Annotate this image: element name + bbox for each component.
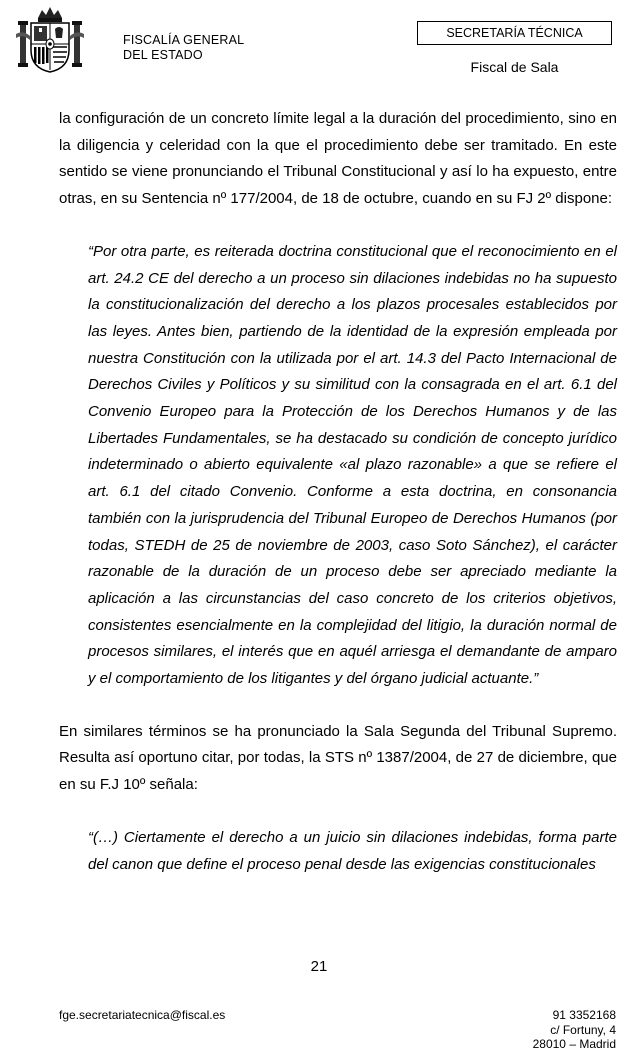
org-line-1: FISCALÍA GENERAL <box>123 33 245 47</box>
footer-address: c/ Fortuny, 4 <box>550 1022 616 1037</box>
department-box: SECRETARÍA TÉCNICA <box>417 21 612 45</box>
coat-of-arms-icon <box>14 4 86 76</box>
document-body <box>59 106 617 878</box>
quote-supreme-court: “(…) Ciertamente el derecho a un juicio sin dilaciones indebidas, forma parte del canon que define el proceso penal desde las exigencias constitucionales <box>88 828 617 873</box>
footer-city: 28010 – Madrid <box>532 1037 616 1051</box>
footer-phone: 91 3352168 <box>552 1008 616 1022</box>
quote-constitutional-court: “Por otra parte, es reiterada doctrina constitucional que el reconocimiento en el art. 24.2 CE del derecho a un proceso sin dilaciones indebidas no ha supuesto la constitucionalización del derecho a los plazos procesales establecidos por las leyes. Antes bien, partiendo de la identidad de la expresión empleada por nuestra Constitución con la utilizada por el art. 14.3 del Pacto Internacional de Derechos Civiles y Políticos y su similitud con la consagrada en el art. 6.1 del Convenio Europeo para la Protección de los Derechos Humanos y de las Libertades Fundamentales, se ha destacado su condición de concepto jurídico indeterminado o abierto equivalente «al plazo razonable» a que se refiere el art. 6.1 del citado Convenio. Conforme a esta doctrina, en consonancia también con la jurisprudencia del Tribunal Europeo de Derechos Humanos (por todas, STEDH de 25 de noviembre de 2003, caso Soto Sánchez), el carácter razonable de la duración de un proceso debe ser apreciado mediante la aplicación a las circunstancias del caso concreto de los criterios objetivos, consistentes esencialmente en la complejidad del litigio, la duración normal de procesos similares, el interés que en aquél arriesga el demandante de amparo y el comportamiento de los litigantes y del órgano judicial actuante.” <box>88 242 617 688</box>
footer-contact <box>533 1008 616 1052</box>
organization-name <box>123 33 244 63</box>
page-number: 21 <box>310 958 328 975</box>
footer-email: fge.secretariatecnica@fiscal.es <box>59 1008 226 1022</box>
org-line-2: DEL ESTADO <box>123 48 203 62</box>
paragraph-intro: la configuración de un concreto límite legal a la duración del procedimiento, sino en la diligencia y celeridad con la que el procedimiento debe ser tramitado. En este sentido se viene pronunciando el Tribunal Constitucional y así lo ha expuesto, entre otras, en su Sentencia nº 177/2004, de 18 de octubre, cuando en su FJ 2º dispone: <box>59 110 617 208</box>
paragraph-supreme-court: En similares términos se ha pronunciado la Sala Segunda del Tribunal Supremo. Resulta así oportuno citar, por todas, la STS nº 1387/2004, de 27 de diciembre, que en su F.J 10º señala: <box>59 722 617 794</box>
department-subtitle: Fiscal de Sala <box>470 59 559 75</box>
